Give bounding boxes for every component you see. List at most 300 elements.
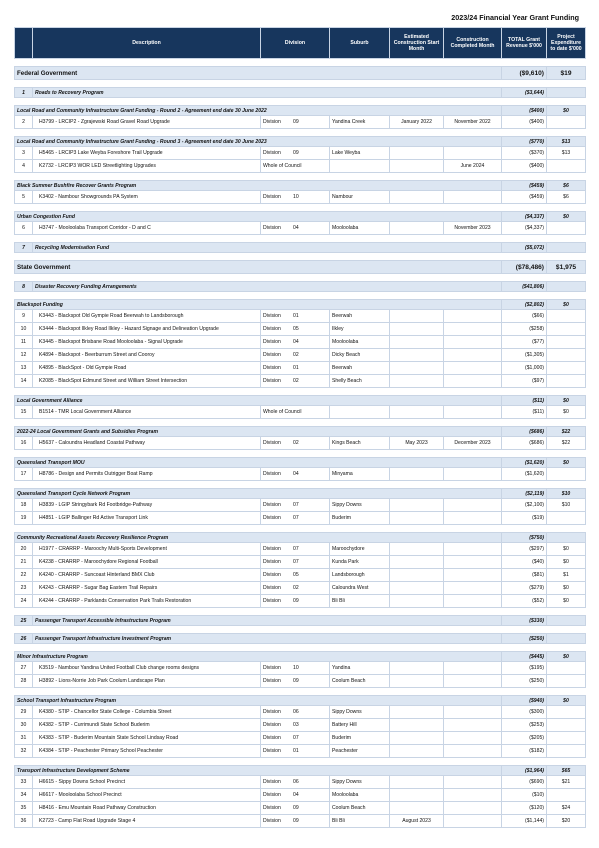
program-total: ($250) <box>502 634 547 644</box>
row-total-revenue: ($120) <box>502 802 547 815</box>
row-start-month <box>390 745 444 758</box>
row-division <box>261 569 330 582</box>
row-division <box>261 323 330 336</box>
table-row <box>15 662 586 675</box>
row-division <box>261 147 330 160</box>
row-suburb: Mooloolaba <box>330 336 390 349</box>
section-label: State Government <box>15 261 502 274</box>
row-number: 34 <box>15 789 33 802</box>
row-start-month <box>390 789 444 802</box>
row-division <box>261 191 330 204</box>
row-description: K4382 - STIP - Currimundi State School Buderim <box>33 719 261 732</box>
row-description: H8786 - Design and Permits Outrigger Boat Ramp <box>33 468 261 481</box>
table-row <box>15 706 586 719</box>
division-label: Division <box>263 805 281 811</box>
row-division <box>261 662 330 675</box>
row-total-revenue: ($10) <box>502 789 547 802</box>
row-number: 28 <box>15 675 33 688</box>
program-subheader-row <box>15 696 586 706</box>
division-label: Division <box>263 194 281 200</box>
row-division <box>261 310 330 323</box>
federal-section-row <box>15 67 586 80</box>
subheader-total: ($445) <box>502 652 547 662</box>
row-division <box>261 336 330 349</box>
row-completed-month <box>444 595 502 608</box>
row-completed-month <box>444 706 502 719</box>
row-start-month <box>390 675 444 688</box>
row-start-month <box>390 776 444 789</box>
row-expenditure <box>547 732 586 745</box>
subheader-label: Local Government Alliance <box>15 396 502 406</box>
row-suburb: Kings Beach <box>330 437 390 450</box>
start-month-header: Estimated Construction Start Month <box>390 28 444 59</box>
row-number: 20 <box>15 543 33 556</box>
row-description: H6615 - Sippy Downs School Precinct <box>33 776 261 789</box>
row-number: 13 <box>15 362 33 375</box>
row-start-month: May 2023 <box>390 437 444 450</box>
section-total: ($9,610) <box>502 67 547 80</box>
division-number: 07 <box>293 515 299 521</box>
row-number: 35 <box>15 802 33 815</box>
division-number: 09 <box>293 598 299 604</box>
row-division <box>261 437 330 450</box>
row-start-month <box>390 543 444 556</box>
row-number: 11 <box>15 336 33 349</box>
division-label: Division <box>263 471 281 477</box>
row-division <box>261 468 330 481</box>
row-description: K4380 - STIP - Chancellor State College - Columbia Street <box>33 706 261 719</box>
row-total-revenue: ($1,000) <box>502 362 547 375</box>
row-completed-month <box>444 512 502 525</box>
division-number: 01 <box>293 313 299 319</box>
row-division <box>261 349 330 362</box>
row-expenditure <box>547 468 586 481</box>
row-number: 9 <box>15 310 33 323</box>
row-suburb <box>330 160 390 173</box>
table-row <box>15 499 586 512</box>
row-number: 36 <box>15 815 33 828</box>
report-title: 2023/24 Financial Year Grant Funding <box>451 13 579 22</box>
subheader-expenditure: $0 <box>547 106 586 116</box>
row-division <box>261 116 330 129</box>
table-row <box>15 745 586 758</box>
row-total-revenue: ($400) <box>502 116 547 129</box>
division-label: Division <box>263 598 281 604</box>
division-number: 07 <box>293 559 299 565</box>
division-label: Division <box>263 735 281 741</box>
row-number: 21 <box>15 556 33 569</box>
division-label: Division <box>263 748 281 754</box>
division-label: Whole of Council <box>263 163 302 169</box>
row-description: H5465 - LRCIP3 Lake Weyba Foreshore Trail Upgrade <box>33 147 261 160</box>
subheader-expenditure: $0 <box>547 300 586 310</box>
row-number: 12 <box>15 349 33 362</box>
row-total-revenue: ($1,620) <box>502 468 547 481</box>
row-division <box>261 815 330 828</box>
program-subheader-row <box>15 652 586 662</box>
subheader-label: Urban Congestion Fund <box>15 212 502 222</box>
row-description: K4238 - CRARRP - Maroochydore Regional Football <box>33 556 261 569</box>
division-number: 04 <box>293 792 299 798</box>
division-label: Division <box>263 502 281 508</box>
program-total: ($5,072) <box>502 243 547 253</box>
table-row <box>15 349 586 362</box>
row-suburb: Caloundra West <box>330 582 390 595</box>
row-division <box>261 375 330 388</box>
row-expenditure: $0 <box>547 595 586 608</box>
table-row <box>15 675 586 688</box>
row-total-revenue: ($300) <box>502 706 547 719</box>
row-division <box>261 706 330 719</box>
table-row <box>15 116 586 129</box>
table-row <box>15 789 586 802</box>
row-expenditure <box>547 336 586 349</box>
division-number: 04 <box>293 339 299 345</box>
division-label: Division <box>263 572 281 578</box>
row-start-month <box>390 512 444 525</box>
table-row <box>15 468 586 481</box>
row-total-revenue: ($4,337) <box>502 222 547 235</box>
program-label: Roads to Recovery Program <box>33 88 502 98</box>
row-total-revenue: ($686) <box>502 437 547 450</box>
table-row <box>15 375 586 388</box>
row-completed-month <box>444 556 502 569</box>
row-description: K3443 - Blackspot Old Gympie Road Beerwah to Landsborough <box>33 310 261 323</box>
row-description: H4851 - LGIP Ballinger Rd Active Transport Link <box>33 512 261 525</box>
division-label: Division <box>263 678 281 684</box>
row-completed-month: June 2024 <box>444 160 502 173</box>
row-suburb: Beerwah <box>330 310 390 323</box>
row-start-month <box>390 323 444 336</box>
row-expenditure: $6 <box>547 191 586 204</box>
row-description: H8416 - Emu Mountain Road Pathway Construction <box>33 802 261 815</box>
row-completed-month <box>444 569 502 582</box>
row-description: K4894 - Blackspot - Beerburrum Street and Cooroy <box>33 349 261 362</box>
division-number: 07 <box>293 546 299 552</box>
program-number: 1 <box>15 88 33 98</box>
row-completed-month <box>444 362 502 375</box>
row-expenditure: $0 <box>547 582 586 595</box>
row-description: K4384 - STIP - Peachester Primary School Peachester <box>33 745 261 758</box>
row-suburb: Bli Bli <box>330 595 390 608</box>
row-expenditure <box>547 222 586 235</box>
row-completed-month <box>444 662 502 675</box>
row-completed-month <box>444 719 502 732</box>
table-row <box>15 310 586 323</box>
row-suburb: Shelly Beach <box>330 375 390 388</box>
table-row <box>15 406 586 419</box>
row-start-month <box>390 468 444 481</box>
subheader-total: ($2,119) <box>502 489 547 499</box>
division-number: 07 <box>293 735 299 741</box>
row-suburb <box>330 406 390 419</box>
row-total-revenue: ($690) <box>502 776 547 789</box>
row-expenditure: $0 <box>547 556 586 569</box>
row-description: K2723 - Camp Flat Road Upgrade Stage 4 <box>33 815 261 828</box>
table-row <box>15 719 586 732</box>
row-total-revenue: ($52) <box>502 595 547 608</box>
subheader-label: Local Road and Community Infrastructure Grant Funding - Round 2 - Agreement end date 30 June 2022 <box>15 106 502 116</box>
division-number: 01 <box>293 748 299 754</box>
row-number: 10 <box>15 323 33 336</box>
program-subheader-row <box>15 766 586 776</box>
table-row <box>15 732 586 745</box>
table-row <box>15 569 586 582</box>
row-suburb: Bli Bli <box>330 815 390 828</box>
row-suburb: Buderim <box>330 512 390 525</box>
header-row <box>15 28 586 59</box>
row-completed-month <box>444 582 502 595</box>
row-suburb: Mooloolaba <box>330 789 390 802</box>
subheader-label: Queensland Transport MOU <box>15 458 502 468</box>
row-start-month <box>390 222 444 235</box>
division-label: Division <box>263 779 281 785</box>
division-label: Division <box>263 339 281 345</box>
row-number: 29 <box>15 706 33 719</box>
subheader-expenditure: $65 <box>547 766 586 776</box>
row-number: 14 <box>15 375 33 388</box>
row-expenditure <box>547 362 586 375</box>
program-row <box>15 616 586 626</box>
row-number: 24 <box>15 595 33 608</box>
subheader-label: Queensland Transport Cycle Network Program <box>15 489 502 499</box>
row-number: 32 <box>15 745 33 758</box>
division-number: 02 <box>293 378 299 384</box>
row-division <box>261 362 330 375</box>
row-expenditure <box>547 310 586 323</box>
table-row <box>15 556 586 569</box>
row-description: H3839 - LGIP Stringybark Rd Footbridge-Pathway <box>33 499 261 512</box>
subheader-expenditure: $10 <box>547 489 586 499</box>
row-suburb: Maroochydore <box>330 543 390 556</box>
program-subheader-row <box>15 533 586 543</box>
division-number: 06 <box>293 709 299 715</box>
row-start-month <box>390 802 444 815</box>
division-label: Division <box>263 150 281 156</box>
program-subheader-row <box>15 212 586 222</box>
row-expenditure: $24 <box>547 802 586 815</box>
row-suburb: Buderim <box>330 732 390 745</box>
row-suburb: Battery Hill <box>330 719 390 732</box>
row-expenditure <box>547 160 586 173</box>
row-suburb: Mooloolaba <box>330 222 390 235</box>
row-start-month <box>390 706 444 719</box>
row-completed-month: November 2023 <box>444 222 502 235</box>
row-total-revenue: ($459) <box>502 191 547 204</box>
division-number: 04 <box>293 471 299 477</box>
row-expenditure: $10 <box>547 499 586 512</box>
row-start-month <box>390 191 444 204</box>
subheader-label: Minor Infrastructure Program <box>15 652 502 662</box>
row-completed-month <box>444 802 502 815</box>
row-completed-month <box>444 732 502 745</box>
row-expenditure <box>547 745 586 758</box>
row-start-month <box>390 336 444 349</box>
completed-month-header: Construction Completed Month <box>444 28 502 59</box>
row-description: K3519 - Nambour Yandina United Football Club change rooms designs <box>33 662 261 675</box>
row-description: H3892 - Lions-Norrie Job Park Coolum Landscape Plan <box>33 675 261 688</box>
division-label: Division <box>263 440 281 446</box>
program-row <box>15 88 586 98</box>
row-division <box>261 776 330 789</box>
row-completed-month <box>444 745 502 758</box>
subheader-total: ($4,337) <box>502 212 547 222</box>
row-number: 23 <box>15 582 33 595</box>
table-row <box>15 512 586 525</box>
division-label: Division <box>263 515 281 521</box>
row-total-revenue: ($400) <box>502 160 547 173</box>
row-expenditure: $0 <box>547 406 586 419</box>
program-total: ($3,644) <box>502 88 547 98</box>
row-expenditure: $22 <box>547 437 586 450</box>
subheader-total: ($770) <box>502 137 547 147</box>
row-division <box>261 595 330 608</box>
division-label: Division <box>263 546 281 552</box>
division-label: Division <box>263 722 281 728</box>
suburb-header: Suburb <box>330 28 390 59</box>
description-header: Description <box>33 28 261 59</box>
program-row <box>15 243 586 253</box>
row-description: K4244 - CRARRP - Parklands Conservation Park Trails Restoration <box>33 595 261 608</box>
row-suburb: Peachester <box>330 745 390 758</box>
row-expenditure <box>547 512 586 525</box>
subheader-label: Community Recreational Assets Recovery Resilience Program <box>15 533 502 543</box>
row-division <box>261 802 330 815</box>
division-number: 09 <box>293 150 299 156</box>
row-total-revenue: ($19) <box>502 512 547 525</box>
division-label: Division <box>263 709 281 715</box>
row-description: H3799 - LRCIP2 - Zgrajewski Road Gravel Road Upgrade <box>33 116 261 129</box>
division-label: Division <box>263 352 281 358</box>
row-suburb: Nambour <box>330 191 390 204</box>
table-row <box>15 543 586 556</box>
row-expenditure <box>547 675 586 688</box>
row-suburb: Landsborough <box>330 569 390 582</box>
subheader-total: ($2,802) <box>502 300 547 310</box>
row-division <box>261 732 330 745</box>
row-total-revenue: ($11) <box>502 406 547 419</box>
row-division <box>261 675 330 688</box>
program-total: ($330) <box>502 616 547 626</box>
row-completed-month: December 2023 <box>444 437 502 450</box>
table-row <box>15 160 586 173</box>
section-expenditure: $1,975 <box>547 261 586 274</box>
row-total-revenue: ($205) <box>502 732 547 745</box>
subheader-label: Black Summer Bushfire Recover Grants Program <box>15 181 502 191</box>
row-division <box>261 745 330 758</box>
row-suburb: Coolum Beach <box>330 802 390 815</box>
row-total-revenue: ($77) <box>502 336 547 349</box>
row-completed-month <box>444 375 502 388</box>
program-subheader-row <box>15 137 586 147</box>
program-subheader-row <box>15 489 586 499</box>
table-row <box>15 815 586 828</box>
row-expenditure <box>547 706 586 719</box>
row-number: 31 <box>15 732 33 745</box>
row-number: 3 <box>15 147 33 160</box>
subheader-expenditure <box>547 533 586 543</box>
row-suburb: Kunda Park <box>330 556 390 569</box>
row-total-revenue: ($297) <box>502 543 547 556</box>
row-total-revenue: ($182) <box>502 745 547 758</box>
program-total: ($41,806) <box>502 282 547 292</box>
division-number: 09 <box>293 678 299 684</box>
row-expenditure <box>547 375 586 388</box>
row-start-month <box>390 349 444 362</box>
division-label: Division <box>263 585 281 591</box>
row-suburb: Sippy Downs <box>330 706 390 719</box>
row-number: 15 <box>15 406 33 419</box>
row-total-revenue: ($258) <box>502 323 547 336</box>
division-number: 05 <box>293 326 299 332</box>
row-completed-month <box>444 336 502 349</box>
row-number: 16 <box>15 437 33 450</box>
division-number: 09 <box>293 805 299 811</box>
row-description: K3402 - Nambour Showgrounds PA System <box>33 191 261 204</box>
row-description: H6617 - Mooloolaba School Precinct <box>33 789 261 802</box>
subheader-expenditure: $0 <box>547 396 586 406</box>
subheader-expenditure: $0 <box>547 696 586 706</box>
row-completed-month <box>444 499 502 512</box>
row-description: H1977 - CRARRP - Maroochy Multi-Sports Development <box>33 543 261 556</box>
row-total-revenue: ($1,305) <box>502 349 547 362</box>
row-total-revenue: ($279) <box>502 582 547 595</box>
row-number: 19 <box>15 512 33 525</box>
table-row <box>15 802 586 815</box>
row-description: K4240 - CRARRP - Suncoast Hinterland BMX Club <box>33 569 261 582</box>
program-label: Recycling Modernisation Fund <box>33 243 502 253</box>
row-start-month <box>390 595 444 608</box>
row-suburb: Lake Weyba <box>330 147 390 160</box>
row-completed-month: November 2022 <box>444 116 502 129</box>
row-start-month: January 2022 <box>390 116 444 129</box>
row-number: 4 <box>15 160 33 173</box>
subheader-label: Transport Infrastructure Development Scheme <box>15 766 502 776</box>
division-label: Division <box>263 792 281 798</box>
program-subheader-row <box>15 427 586 437</box>
row-expenditure: $1 <box>547 569 586 582</box>
program-label: Passenger Transport Infrastructure Investment Program <box>33 634 502 644</box>
row-division <box>261 512 330 525</box>
subheader-label: Local Road and Community Infrastructure Grant Funding - Round 3 - Agreement end date 30 June 2023 <box>15 137 502 147</box>
row-number: 30 <box>15 719 33 732</box>
row-start-month: August 2023 <box>390 815 444 828</box>
row-suburb: Sippy Downs <box>330 776 390 789</box>
division-number: 02 <box>293 440 299 446</box>
row-number: 33 <box>15 776 33 789</box>
row-number: 6 <box>15 222 33 235</box>
row-expenditure: $20 <box>547 815 586 828</box>
row-description: K4895 - BlackSpot - Old Gympie Road <box>33 362 261 375</box>
subheader-total: ($400) <box>502 106 547 116</box>
row-expenditure <box>547 789 586 802</box>
table-row <box>15 323 586 336</box>
row-completed-month <box>444 543 502 556</box>
division-label: Division <box>263 378 281 384</box>
row-description: K3444 - Blackspot Ilkley Road Ilkley - Hazard Signage and Delineation Upgrade <box>33 323 261 336</box>
row-number: 2 <box>15 116 33 129</box>
row-completed-month <box>444 675 502 688</box>
row-total-revenue: ($253) <box>502 719 547 732</box>
row-completed-month <box>444 349 502 362</box>
row-start-month <box>390 582 444 595</box>
row-number: 22 <box>15 569 33 582</box>
row-start-month <box>390 732 444 745</box>
row-division <box>261 222 330 235</box>
division-number: 10 <box>293 194 299 200</box>
row-expenditure <box>547 719 586 732</box>
row-expenditure: $13 <box>547 147 586 160</box>
